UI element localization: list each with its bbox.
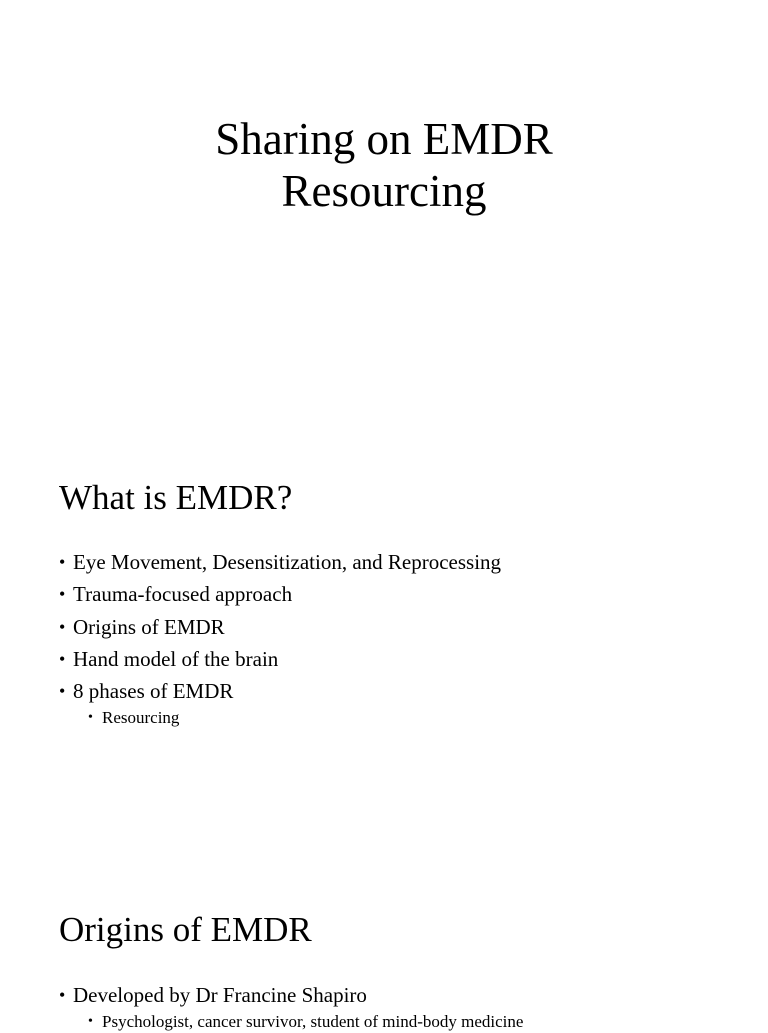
list-item: • Origins of EMDR: [59, 611, 501, 643]
title-line-1: Sharing on EMDR: [215, 114, 553, 164]
sub-list-item: • Resourcing: [88, 708, 180, 728]
list-item: • Developed by Dr Francine Shapiro: [59, 979, 523, 1011]
bullet-icon: •: [59, 584, 66, 605]
bullet-icon: •: [88, 710, 93, 726]
list-item: • Trauma-focused approach: [59, 578, 501, 610]
list-item: • Eye Movement, Desensitization, and Reprocessing: [59, 546, 501, 578]
bullet-icon: •: [59, 616, 66, 637]
origins-of-emdr-slide: [0, 860, 768, 1032]
slide-heading: What is EMDR?: [59, 478, 293, 517]
list-item: • 8 phases of EMDR: [59, 675, 501, 707]
bullet-icon: •: [59, 648, 66, 669]
slide-heading: Origins of EMDR: [59, 910, 312, 949]
bullet-list: [59, 979, 523, 1033]
presentation-title: [0, 113, 768, 217]
bullet-icon: •: [59, 985, 66, 1005]
bullet-icon: •: [59, 681, 66, 702]
sub-list-item: • Psychologist, cancer survivor, student of mind-body medicine: [88, 1012, 524, 1032]
bullet-icon: •: [88, 1014, 93, 1030]
list-item: • Hand model of the brain: [59, 643, 501, 675]
bullet-icon: •: [59, 552, 66, 572]
bullet-list: [59, 546, 501, 729]
what-is-emdr-slide: [0, 420, 768, 860]
title-slide: [0, 0, 768, 420]
title-line-2: Resourcing: [281, 166, 487, 216]
